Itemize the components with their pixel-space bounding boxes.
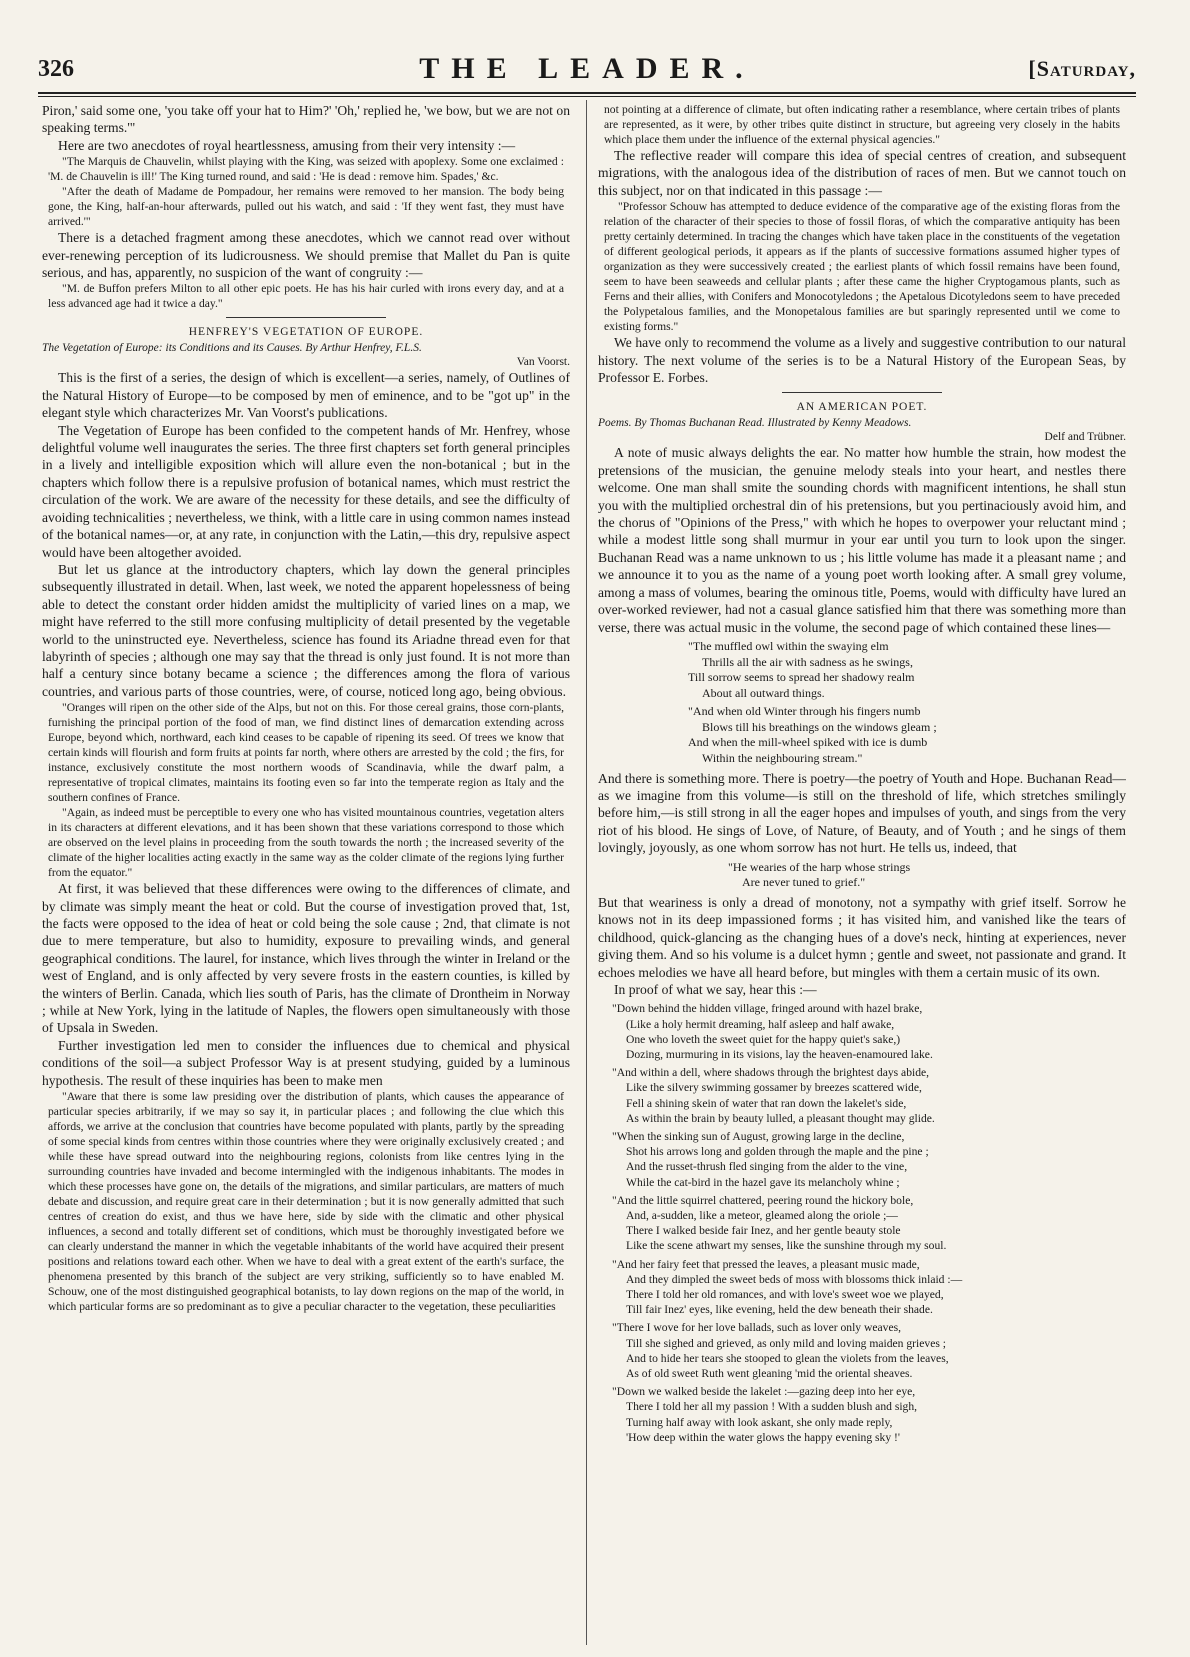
book-publisher: Van Voorst.: [516, 356, 570, 369]
paragraph: There is a detached fragment among these anecdotes, which we cannot read over without ever-renewing perception of its ludicrousness. We should premise that Mallet du Pan is quite serious, and has, apparently, no suspicion of the want of congruity :—: [42, 230, 570, 281]
poem-line: And they dimpled the sweet beds of moss with blossoms thick inlaid :—: [626, 1272, 963, 1286]
header-rule: [38, 92, 1136, 94]
poem-line: One who loveth the sweet quiet for the happy quiet's sake,): [626, 1032, 901, 1046]
paragraph: And there is something more. There is poetry—the poetry of Youth and Hope. Buchanan Read—as we imagine from this volume—is still on the threshold of life, which stretches smilingly before him,—is still strong in all the eager hopes and impulses of youth, and sings from the very riot of his blood. He sings of Love, of Nature, of Beauty, and of Youth ; and he sings of them lovingly, joyously, as one whom sorrow has not hurt. He tells us, indeed, that: [598, 770, 1126, 856]
poem-line: Like the silvery swimming gossamer by breezes scattered wide,: [626, 1081, 922, 1095]
poem-line: "Down we walked beside the lakelet :—gazing deep into her eye,: [612, 1385, 916, 1399]
book-title: Poems. By Thomas Buchanan Read. Illustrated by Kenny Meadows.: [598, 417, 912, 430]
poem-line: And the russet-thrush fled singing from the alder to the vine,: [626, 1160, 908, 1174]
review-heading: HENFREY'S VEGETATION OF EUROPE.: [188, 326, 424, 339]
poem-line: Shot his arrows long and golden through the maple and the pine ;: [626, 1145, 929, 1159]
quotation: "Professor Schouw has attempted to deduce evidence of the comparative age of the existing floras from the relation of the character of their species to those of fossil floras, of which the comparative antiquity has been pretty certainly determined. In tracing the changes which have taken place in the constituents of the vegetation of different geological periods, it appears as if the plants of successive formations assumed higher types of organization as they were successively created ; the earliest plants of which fossil remains have been found, seem to have been seaweeds and cellular plants ; after these came the higher Cryptogamous plants, such as Ferns and their allies, with Conifers and Monocotyledons ; the Apetalous Dicotyledons seem to have preceded the Polypetalous families, and the Monopetalous families are but sparingly represented until we come to existing forms.": [604, 200, 1120, 334]
poem-line: There I walked beside fair Inez, and her gentle beauty stole: [626, 1224, 901, 1238]
poem-excerpt: [612, 1001, 1126, 1445]
poem-line: "And her fairy feet that pressed the leaves, a pleasant music made,: [612, 1257, 920, 1271]
right-column: [598, 102, 1126, 1642]
poem-line: Till sorrow seems to spread her shadowy realm: [688, 670, 915, 685]
poem-line: Are never tuned to grief.": [742, 875, 866, 890]
paragraph: Further investigation led men to consider the influences due to chemical and physical conditions of the soil—a subject Professor Way is at present studying, guided by a luminous hypothesis. The result of these inquiries has been to make men: [42, 1037, 570, 1088]
quotation: not pointing at a difference of climate, but often indicating rather a resemblance, where certain tribes of plants are represented, as it were, by other tribes quite distinct in structure, but agreeing very closely in the habits which place them under the influence of the external physical agencies.": [604, 103, 1120, 146]
paragraph: The Vegetation of Europe has been confided to the competent hands of Mr. Henfrey, whose delightful volume well inaugurates the series. The three first chapters set forth general principles in a lively and intelligible exposition which will allure even the non-botanical ; but in the chapters which follow there is a repulsive profusion of botanical names, which must restrict the circulation of the work. We are aware of the necessity for these details, and see the difficulty of avoiding technicalities ; nevertheless, we think, with a little care in using common names instead of the botanical names—or, at any rate, in conjunction with the Latin,—this dry, repulsive aspect would have been altogether avoided.: [42, 422, 570, 560]
poem-line: 'How deep within the water glows the happy evening sky !': [626, 1430, 900, 1444]
quotation: "After the death of Madame de Pompadour, her remains were removed to her mansion. The body being gone, the King, half-an-hour afterwards, pulled out his watch, and said : 'If they went fast, they must have arrived.'": [48, 185, 564, 229]
paragraph: This is the first of a series, the design of which is excellent—a series, namely, of Outlines of the Natural History of Europe—to be composed by men of eminence, and to be "got up" in the elegant style which characterizes Mr. Van Voorst's publications.: [42, 370, 570, 421]
poem-line: "When the sinking sun of August, growing large in the decline,: [612, 1129, 905, 1143]
poem-line: Till fair Inez' eyes, like evening, held the dew beneath their shade.: [626, 1303, 933, 1317]
paragraph: Piron,' said some one, 'you take off your hat to Him?' 'Oh,' replied he, 'we bow, but we are not on speaking terms.'": [42, 103, 570, 136]
poem-excerpt: [728, 860, 1126, 891]
poem-line: Within the neighbouring stream.": [702, 751, 863, 766]
book-publisher: Delf and Trübner.: [1044, 431, 1126, 444]
book-citation: [598, 416, 1126, 444]
poem-line: And when the mill-wheel spiked with ice is dumb: [688, 735, 928, 750]
poem-line: There I told her all my passion ! With a sudden blush and sigh,: [626, 1400, 918, 1414]
poem-line: "There I wove for her love ballads, such as lover only weaves,: [612, 1321, 902, 1335]
issue-day: [Saturday,: [1028, 56, 1136, 81]
left-column: [42, 102, 570, 1642]
quotation: "M. de Buffon prefers Milton to all other epic poets. He has his hair curled with irons every day, and at a less advanced age had it twice a day.": [48, 282, 564, 311]
newspaper-title: THE LEADER.: [419, 52, 755, 85]
quotation: "Aware that there is some law presiding over the distribution of plants, which causes the appearance of particular species arbitrarily, if we may so say it, in particular places ; and following the clue which this affords, we arrive at the conclusion that countries have become populated with plants, partly by the spreading of some special kinds from centres within those countries where they were originally exclusively created ; and while these have spread outward into the neighbouring regions, colonists from like centres lying in the surrounding countries have invaded and become intermingled with the indigenous inhabitants. The modes in which these processes have gone on, the details of the migrations, and similar particulars, are matters of much debate and discussion, and require great care in their determination ; but it is now generally admitted that such centres of creation do exist, and thus we have here, side by side with the climatic and other physical influences, a second and totally different set of conditions, which must be thoroughly investigated before we can clearly understand the manner in which the vegetable inhabitants of the world have acquired their present positions and relations toward each other. When we have to deal with a great extent of the earth's surface, the phenomena presented by this branch of the subject are very striking, sufficiently so to have enabled M. Schouw, one of the most distinguished geographical botanists, to lay down regions on the map of the world, in which particular forms are so predominant as to give a peculiar character to the vegetation, these peculiarities: [48, 1090, 564, 1314]
poem-line: "And the little squirrel chattered, peering round the hickory bole,: [612, 1193, 914, 1207]
poem-line: Blows till his breathings on the windows gleam ;: [702, 719, 937, 734]
paragraph: A note of music always delights the ear. No matter how humble the strain, how modest the pretensions of the musician, the genuine melody steals into your heart, and nestles there welcome. One man shall smite the sounding chords with magnificent intentions, he shall stun you with the multiplied orchestral din of his pretensions, but you pertinaciously avoid him, and the chorus of "Opinions of the Press," with which he hopes to overpower your reluctant mind ; while a modest little song shall murmur in your ear until you turn to look upon the singer. Buchanan Read was a name unknown to us ; his little volume has made it a pleasant name ; and we announce it to you as the name of a young poet worth looking after. A small grey volume, among a mass of volumes, bearing the ominous title, Poems, would with difficulty have lured an over-worked reviewer, had not a casual glance satisfied him that there was something more than verse, there was actual music in the volume, the second page of which contained these lines—: [598, 445, 1126, 635]
poem-line: "And within a dell, where shadows through the brightest days abide,: [612, 1066, 930, 1080]
book-citation: [42, 341, 570, 369]
quotation: "Again, as indeed must be perceptible to every one who has visited mountainous countries, vegetation alters in its characters at different elevations, and it has been shown that these variations correspond to those which are observed on the level plains in proceeding from the south towards the north ; the increased severity of the climate of the higher localities acting exactly in the same way as the colder climate of the regions lying further from the equator.": [48, 806, 564, 880]
poem-line: "The muffled owl within the swaying elm: [688, 638, 889, 653]
quotation: "The Marquis de Chauvelin, whilst playing with the King, was seized with apoplexy. Some one exclaimed : 'M. de Chauvelin is ill!' The King turned round, and said : 'He is dead : remove him. Spades,' &c.: [48, 155, 564, 184]
paragraph: In proof of what we say, hear this :—: [614, 981, 817, 997]
section-rule: [782, 392, 942, 393]
masthead: [38, 50, 1136, 94]
paragraph: But let us glance at the introductory chapters, which lay down the general principles subsequently illustrated in detail. When, last week, we noted the apparent hopelessness of being able to detect the constant order hidden amidst the multiplicity of varied lines on a map, we might have referred to the still more confusing multiplicity of detail presented by the vegetable world to the uninstructed eye. Nevertheless, science has found its Ariadne thread even for that labyrinth of species ; although one may say that the thread is only just found. It is not more than half a century since botany became a science ; the differences among the flora of various countries, and various parts of those countries, were, of course, noticed long ago, being obvious.: [42, 561, 570, 699]
header-rule-thin: [38, 96, 1136, 97]
poem-line: Thrills all the air with sadness as he swings,: [702, 654, 913, 669]
poem-line: (Like a holy hermit dreaming, half asleep and half awake,: [626, 1017, 895, 1031]
poem-line: "And when old Winter through his fingers numb: [688, 704, 921, 719]
poem-line: "He wearies of the harp whose strings: [728, 859, 911, 874]
section-rule: [226, 317, 386, 318]
poem-line: There I told her old romances, and with love's sweet woe we played,: [626, 1287, 944, 1301]
column-divider: [586, 100, 587, 1645]
paragraph: Here are two anecdotes of royal heartlessness, amusing from their very intensity :—: [58, 137, 516, 153]
poem-line: As within the brain by beauty lulled, a pleasant thought may glide.: [626, 1111, 935, 1125]
poem-line: While the cat-bird in the hazel gave its melancholy whine ;: [626, 1175, 900, 1189]
paragraph: The reflective reader will compare this idea of special centres of creation, and subsequent migrations, with the analogous idea of the distribution of races of men. But we cannot touch on this subject, nor on that indicated in this passage :—: [598, 148, 1126, 198]
poem-line: About all outward things.: [702, 685, 825, 700]
paragraph: We have only to recommend the volume as a lively and suggestive contribution to our natural history. The next volume of the series is to be a Natural History of the European Seas, by Professor E. Forbes.: [598, 335, 1126, 386]
quotation: "Oranges will ripen on the other side of the Alps, but not on this. For those cereal grains, those corn-plants, furnishing the principal portion of the food of man, we find distinct lines of demarcation extending across Europe, beyond which, northward, each kind ceases to be capable of ripening its seed. Of trees we know that certain kinds will flourish and form fruits at points far north, where others are arrested by the cold ; the firs, for instance, exclusively constitute the most northern woods of Scandinavia, while the dwarf palm, a representative of tropical climates, maintains its footing even so far into the temperate region as Italy and the southern confines of France.: [48, 701, 564, 805]
poem-line: Dozing, murmuring in its visions, lay the heaven-enamoured lake.: [626, 1047, 933, 1061]
poem-line: Fell a shining skein of water that ran down the lakelet's side,: [626, 1096, 907, 1110]
poem-line: Like the scene athwart my senses, like the sunshine through my soul.: [626, 1239, 947, 1253]
poem-line: Turning half away with look askant, she only made reply,: [626, 1415, 893, 1429]
review-heading: AN AMERICAN POET.: [796, 401, 928, 414]
paragraph: At first, it was believed that these differences were owing to the differences of climate, and by climate was simply meant the heat or cold. But the course of investigation proved that, 1st, the facts were opposed to the idea of heat or cold being the sole cause ; 2nd, that climate is not due to mere temperature, but also to humidity, exposure to prevailing winds, and general geographical conditions. The laurel, for instance, which lives through the winter in Ireland or the west of England, and is only affected by very severe frosts in the eastern counties, is killed by the winters of Berlin. Canada, which lies south of Paris, has the climate of Drontheim in Norway ; while at New York, lying in the latitude of Naples, the flowers open simultaneously with those of Upsala in Sweden.: [42, 881, 570, 1036]
poem-line: "Down behind the hidden village, fringed around with hazel brake,: [612, 1002, 923, 1016]
poem-line: And, a-sudden, like a meteor, gleamed along the oriole ;—: [626, 1208, 898, 1222]
poem-line: As of old sweet Ruth went gleaning 'mid the oriental sheaves.: [626, 1366, 913, 1380]
paragraph: But that weariness is only a dread of monotony, not a sympathy with grief itself. Sorrow he knows not in its deep impassioned forms ; it has visited him, and vanished like the tears of childhood, quick-glancing as the changing hues of a dove's neck, hinting at experiences, never giving them. And so his volume is a dulcet hymn ; gentle and sweet, not passionate and grand. It echoes melodies we have all heard before, but mingles with them a certain music of its own.: [598, 894, 1126, 980]
poem-line: And to hide her tears she stooped to glean the violets from the leaves,: [626, 1351, 949, 1365]
poem-excerpt: [688, 639, 1126, 767]
page-number: 326: [38, 56, 74, 82]
poem-line: Till she sighed and grieved, as only mild and loving maiden grieves ;: [626, 1336, 946, 1350]
book-title: The Vegetation of Europe: its Conditions and its Causes. By Arthur Henfrey, F.L.S.: [42, 342, 422, 355]
